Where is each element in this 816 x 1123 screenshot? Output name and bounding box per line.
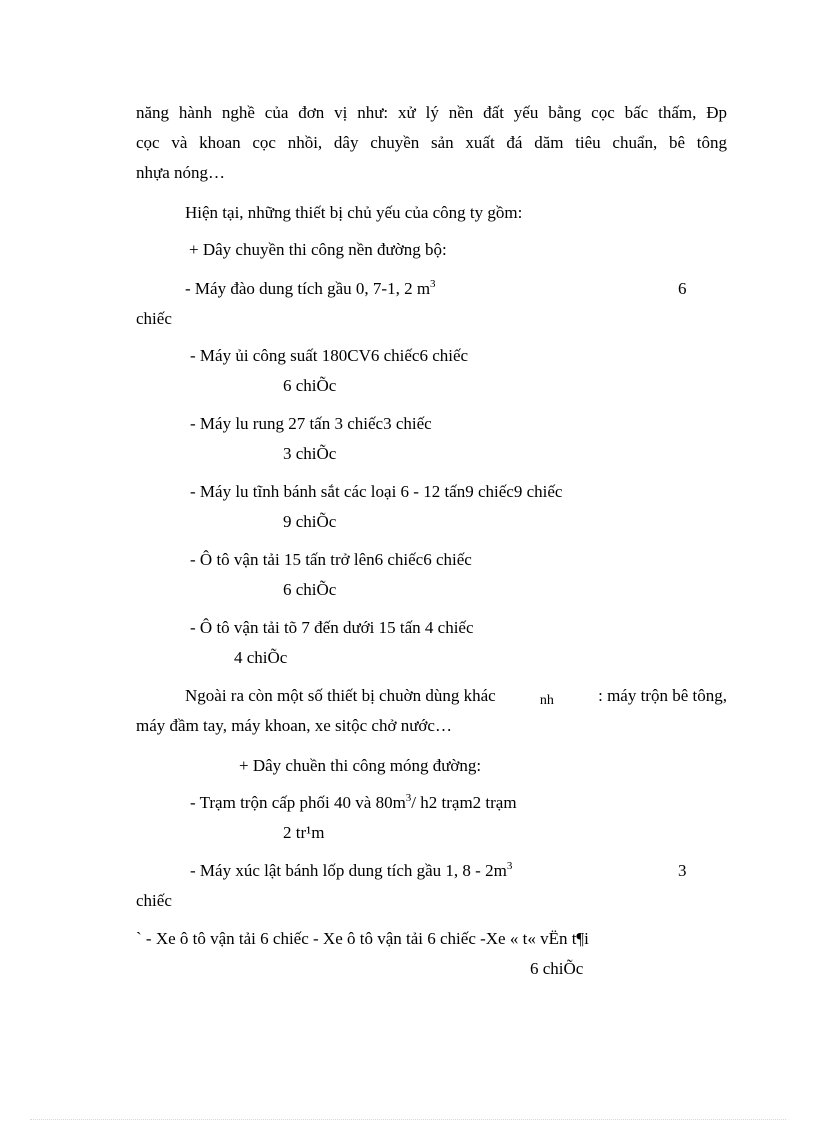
other-equipment-line-1 [185,686,727,706]
truck-7-15t-garbled: 4 chiÕc [234,648,288,667]
paragraph-1-line-1: năng hành nghề của đơn vị như: xử lý nền đất yếu bằng cọc bấc thấm, Đp [136,103,727,122]
truck-15t-garbled: 6 chiÕc [283,580,337,599]
group1-heading: + Dây chuyền thi công nền đường bộ: [189,240,447,259]
truck-15t-item: - Ô tô vận tải 15 tấn trở lên6 chiếc6 chiếc [190,550,472,569]
trucks-garbled: 6 chiÕc [530,959,584,978]
mixing-plant-garbled: 2 tr¹m [283,823,325,842]
vibratory-roller-garbled: 3 chiÕc [283,444,337,463]
paragraph-1-line-2: cọc và khoan cọc nhồi, dây chuyền sản xuất đá dăm tiêu chuẩn, bê tông [136,133,727,152]
trucks-line: ` - Xe ô tô vận tải 6 chiếc - Xe ô tô vận tải 6 chiếc -Xe « t« vËn t¶i [136,929,589,948]
vibratory-roller-item: - Máy lu rung 27 tấn 3 chiếc3 chiếc [190,414,432,433]
excavator-text: - Máy đào dung tích gầu 0, 7-1, 2 m [185,279,431,298]
loader-qty: 3 [678,861,687,880]
mixing-plant-text-a: - Trạm trộn cấp phối 40 và 80m [190,793,406,812]
mixing-plant-text-b: / h2 trạm2 trạm [411,793,517,812]
bulldozer-garbled: 6 chiÕc [283,376,337,395]
other-line1-b: : máy trộn bê tông, [598,686,727,705]
static-roller-garbled: 9 chiÕc [283,512,337,531]
paragraph-1-line-3: nhựa nóng… [136,163,226,182]
group2-heading: + Dây chuền thi công móng đường: [239,756,482,775]
mixing-plant-sup: 3 [405,792,412,804]
excavator-item [185,279,436,299]
static-roller-item: - Máy lu tĩnh bánh sắt các loại 6 - 12 tấn9 chiếc9 chiếc [190,482,563,501]
other-line1-nh: nh [539,693,554,708]
mixing-plant-item [190,793,517,813]
loader-text: - Máy xúc lật bánh lốp dung tích gầu 1, 8 - 2m [190,861,507,880]
excavator-sup: 3 [430,278,436,290]
excavator-qty: 6 [678,279,687,298]
loader-item [190,861,512,881]
equipment-intro: Hiện tại, những thiết bị chủ yếu của công ty gồm: [185,203,523,222]
loader-unit: chiếc [136,891,172,910]
truck-7-15t-item: - Ô tô vận tải tõ 7 đến dưới 15 tấn 4 chiếc [190,618,474,637]
loader-sup: 3 [506,860,513,872]
excavator-unit: chiếc [136,309,172,328]
bulldozer-item: - Máy ủi công suất 180CV6 chiếc6 chiếc [190,346,469,365]
other-line1-a: Ngoài ra còn một số thiết bị chuờn dùng khác [185,686,496,705]
other-equipment-line-2: máy đầm tay, máy khoan, xe sitộc chở nước… [136,716,452,735]
page-bottom-rule [30,1119,786,1120]
